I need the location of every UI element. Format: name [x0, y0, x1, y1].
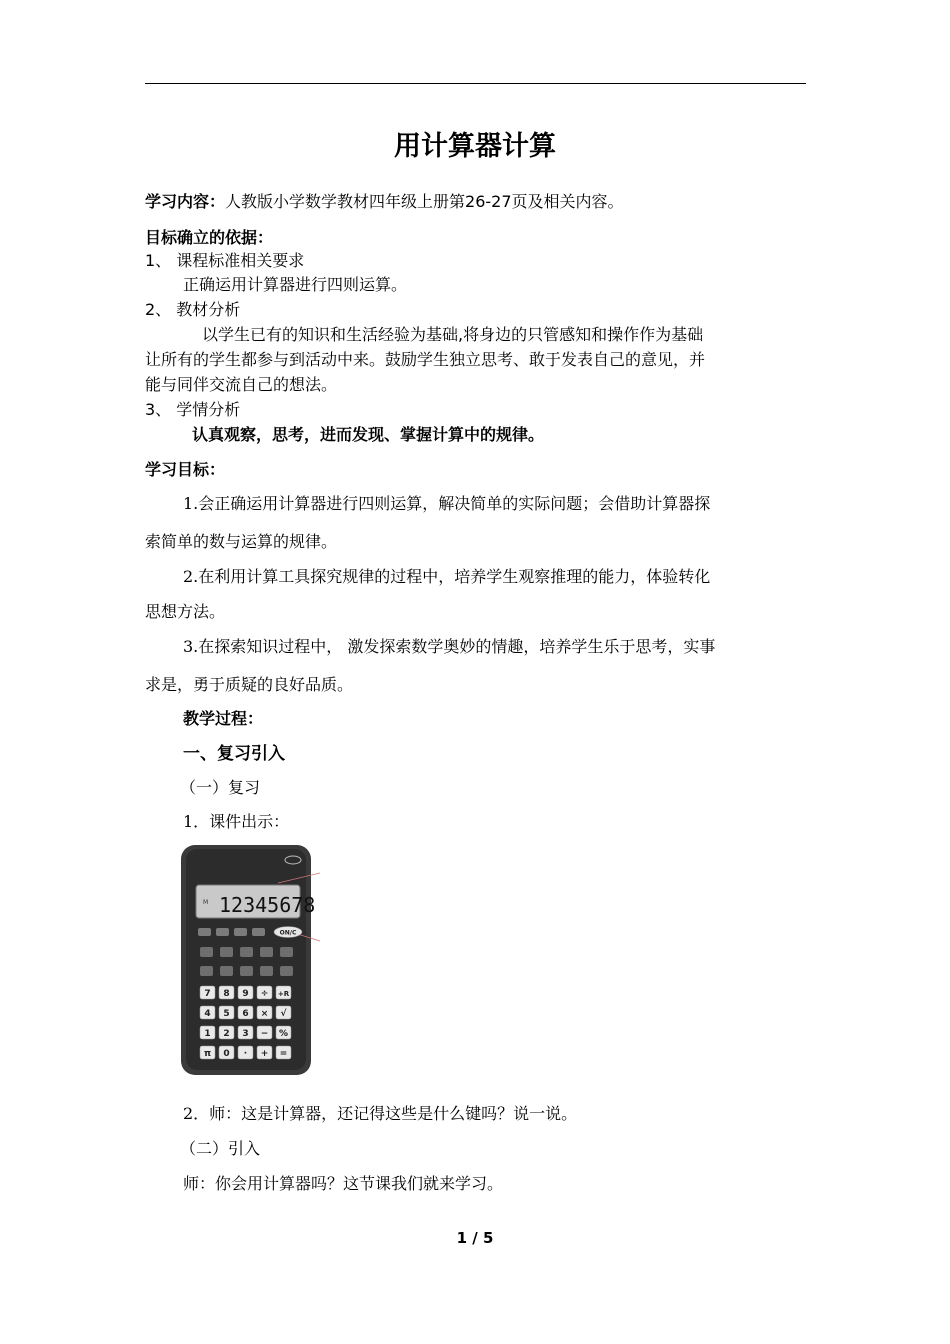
section1-heading: 一、复习引入 [183, 744, 285, 764]
teacher-line: 师：你会用计算器吗？这节课我们就来学习。 [183, 1174, 504, 1193]
key-sqrt: √ [280, 1009, 287, 1019]
key-remainder: +R [277, 990, 290, 998]
goals-heading: 学习目标： [145, 460, 226, 479]
item2-heading: 2、 教材分析 [145, 300, 241, 319]
goal3-line1: 3.在探索知识过程中， 激发探索数学奥妙的情趣，培养学生乐于思考，实事 [183, 637, 716, 656]
sub2-heading: （二）引入 [180, 1139, 261, 1158]
key-plus: + [260, 1049, 269, 1059]
key-divide: ÷ [260, 989, 269, 999]
calculator-image [178, 843, 328, 1078]
item2-line2: 让所有的学生都参与到活动中来。鼓励学生独立思考、敢于发表自己的意见，并 [145, 350, 706, 369]
key-9: 9 [242, 989, 249, 999]
document-title: 用计算器计算 [394, 131, 556, 162]
key-pi: π [203, 1049, 212, 1059]
item3-text: 认真观察，思考，进而发现、掌握计算中的规律。 [192, 425, 545, 444]
on-clear-key: ON/C [279, 929, 297, 937]
process-heading: 教学过程： [183, 709, 264, 728]
key-minus: − [260, 1029, 269, 1039]
calculator-display: 12345678 [219, 893, 316, 917]
svg-text:M: M [203, 899, 209, 906]
goal1-line1: 1.会正确运用计算器进行四则运算，解决简单的实际问题；会借助计算器探 [183, 494, 711, 513]
item1-heading: 1、 课程标准相关要求 [145, 251, 305, 270]
goal3-line2: 求是，勇于质疑的良好品质。 [145, 675, 354, 694]
item1-text: 正确运用计算器进行四则运算。 [183, 275, 408, 294]
key-percent: % [278, 1029, 289, 1039]
key-6: 6 [242, 1009, 249, 1019]
key-multiply: × [260, 1009, 269, 1019]
goal2-line2: 思想方法。 [145, 602, 226, 621]
sub1-heading: （一）复习 [180, 778, 261, 797]
key-8: 8 [223, 989, 230, 999]
key-2: 2 [223, 1029, 230, 1039]
basis-heading: 目标确立的依据： [145, 228, 274, 247]
key-5: 5 [223, 1009, 230, 1019]
item2-line3: 能与同伴交流自己的想法。 [145, 375, 338, 394]
item2-line1: 以学生已有的知识和生活经验为基础,将身边的只管感知和操作作为基础 [202, 325, 704, 344]
content-text: 人教版小学数学教材四年级上册第26-27页及相关内容。 [225, 192, 624, 211]
goal2-line1: 2.在利用计算工具探究规律的过程中，培养学生观察推理的能力，体验转化 [183, 567, 711, 586]
key-decimal: · [243, 1049, 248, 1059]
key-3: 3 [242, 1029, 249, 1039]
page-number: 1 / 5 [456, 1229, 494, 1247]
content-line [145, 192, 624, 211]
step2-text: 2．师：这是计算器，还记得这些是什么键吗？说一说。 [183, 1104, 578, 1123]
key-1: 1 [204, 1029, 211, 1039]
step1-text: 1．课件出示： [183, 812, 290, 831]
item3-heading: 3、 学情分析 [145, 400, 241, 419]
key-7: 7 [204, 989, 211, 999]
content-label: 学习内容： [145, 192, 226, 211]
key-0: 0 [223, 1049, 230, 1059]
goal1-line2: 索简单的数与运算的规律。 [145, 532, 338, 551]
header-rule [145, 83, 806, 84]
key-equals: = [279, 1049, 288, 1059]
key-4: 4 [204, 1009, 211, 1019]
